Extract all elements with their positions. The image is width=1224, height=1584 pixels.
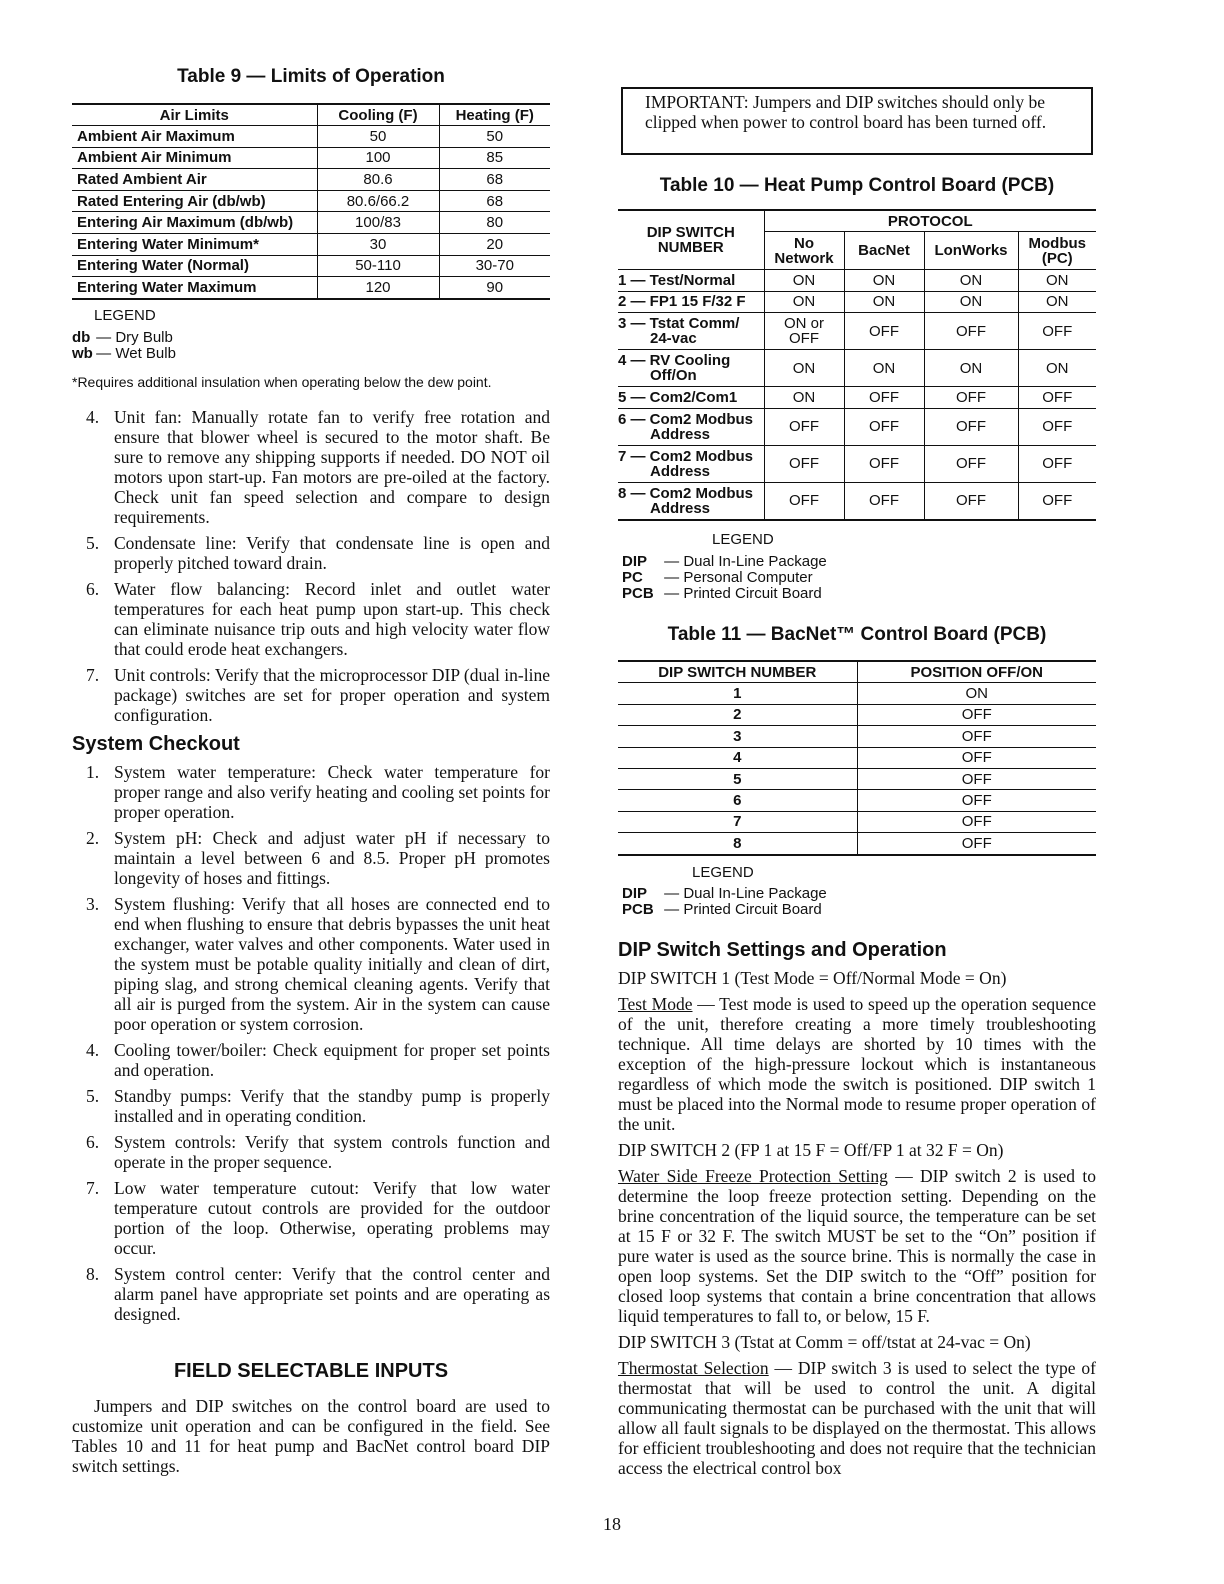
- legend-row: PC — Personal Computer: [622, 569, 813, 586]
- table11-header: DIP SWITCH NUMBER: [618, 661, 857, 683]
- table9-cell: 30-70: [439, 255, 550, 277]
- table11-cell: 5: [618, 768, 857, 789]
- table10-cell: OFF: [764, 445, 844, 482]
- legend-row: db — Dry Bulb: [72, 329, 173, 346]
- list-item: [72, 665, 550, 725]
- legend-row: PCB — Printed Circuit Board: [622, 901, 822, 918]
- table10-row: [618, 350, 1096, 387]
- table10-cell: OFF: [924, 387, 1018, 409]
- dip-switch2-desc: Water Side Freeze Protection Setting — DIP switch 2 is used to determine the loop freeze protection setting. Depending on the brine concentration of the liquid source, the temperature can be set at 15 F or 32 F. The switch MUST be set to the “On” position if pure water is used as the source brine. This is normally the case in open loop systems. Set the DIP switch to the “Off” position for closed loop systems that contain a brine concentration that allows liquid temperatures to fall to, or below, 15 F.: [618, 1166, 1096, 1326]
- table11-row: [618, 726, 1096, 747]
- table10-row-label: 1 — Test/Normal: [618, 270, 764, 292]
- table10-row-label: 3 — Tstat Comm/ 24-vac: [618, 313, 764, 350]
- table9-cell: 80.6/66.2: [317, 190, 439, 212]
- table11-cell: OFF: [857, 833, 1096, 855]
- table9-row: [72, 233, 550, 255]
- list-number: 8.: [86, 1264, 100, 1284]
- table10-cell: OFF: [844, 445, 924, 482]
- table9-header: Cooling (F): [317, 104, 439, 126]
- list-number: 1.: [86, 762, 100, 782]
- table10-protocol: BacNet: [844, 232, 924, 270]
- table10-cell: OFF: [924, 482, 1018, 520]
- table10-row: [618, 482, 1096, 520]
- table11-cell: 3: [618, 726, 857, 747]
- dip-settings-heading: DIP Switch Settings and Operation: [618, 939, 947, 961]
- table10-row-label: 6 — Com2 Modbus Address: [618, 408, 764, 445]
- table10-cell: ON: [1018, 350, 1096, 387]
- table11-row: [618, 768, 1096, 789]
- table10-cell: ON: [1018, 270, 1096, 292]
- list-item: [72, 533, 550, 573]
- table9-row: [72, 126, 550, 148]
- table10-cell: ON or OFF: [764, 313, 844, 350]
- table11-cell: 6: [618, 790, 857, 811]
- table9-row: [72, 190, 550, 212]
- table10-cell: OFF: [924, 445, 1018, 482]
- table10-cell: OFF: [844, 482, 924, 520]
- list-item: [72, 407, 550, 527]
- list-text: System flushing: Verify that all hoses are connected end to end when flushing to ensure that debris bypasses the unit heat exchanger, water valves and other components. Water used in the system must be potable quality initially and clean of dirt, piping slag, and strong chemical cleaning agents. Verify that all air is purged from the system. Air in the system can cause poor operation or system corrosion.: [114, 894, 550, 1034]
- startup-list: [72, 407, 550, 731]
- table10-row: [618, 313, 1096, 350]
- important-note: IMPORTANT: Jumpers and DIP switches should only be clipped when power to control board has been turned off.: [621, 87, 1093, 155]
- table11-title: Table 11 — BacNet™ Control Board (PCB): [667, 624, 1047, 645]
- table11-cell: OFF: [857, 811, 1096, 832]
- table10-cell: ON: [764, 270, 844, 292]
- table10-header-row: [618, 210, 1096, 232]
- table10-cell: OFF: [924, 313, 1018, 350]
- table10-cell: ON: [844, 350, 924, 387]
- dip-switch1-desc: Test Mode — Test mode is used to speed up the operation sequence of the unit, therefore creating a more timely troubleshooting technique. All time delays are shorted by 10 times with the exception of the high-pressure lockout which is instantaneous regardless of which mode the switch is positioned. DIP switch 1 must be placed into the Normal mode to resume proper operation of the unit.: [618, 994, 1096, 1134]
- field-inputs-text: Jumpers and DIP switches on the control board are used to customize unit operation and can be configured in the field. See Tables 10 and 11 for heat pump and BacNet control board DIP switch settings.: [72, 1396, 550, 1476]
- table10-cell: OFF: [924, 408, 1018, 445]
- table10-protocol: No Network: [764, 232, 844, 270]
- table10-row: [618, 270, 1096, 292]
- list-number: 5.: [86, 1086, 100, 1106]
- list-number: 2.: [86, 828, 100, 848]
- table10-cell: OFF: [844, 387, 924, 409]
- list-number: 7.: [86, 665, 100, 685]
- legend-row: PCB — Printed Circuit Board: [622, 585, 822, 602]
- list-text: Unit controls: Verify that the microprocessor DIP (dual in-line package) switches are set for proper operation and system configuration.: [114, 665, 550, 725]
- dip-switch3-desc: Thermostat Selection — DIP switch 3 is used to select the type of thermostat that will be used to control the unit. A digital communicating thermostat can be purchased with the unit that will allow all fault signals to be displayed on the thermostat. This allows for efficient troubleshooting and does not require that the technician access the electrical control box: [618, 1358, 1096, 1478]
- table11: [618, 660, 1096, 856]
- list-text: Water flow balancing: Record inlet and outlet water temperatures for each heat pump upon start-up. This check can eliminate nuisance trip outs and high velocity water flow that could erode heat exchangers.: [114, 579, 550, 659]
- table9-cell: Entering Water (Normal): [72, 255, 317, 277]
- table10-cell: ON: [844, 270, 924, 292]
- list-text: Standby pumps: Verify that the standby pump is properly installed and in operating condition.: [114, 1086, 550, 1126]
- table10-cell: OFF: [1018, 445, 1096, 482]
- table10-cell: OFF: [1018, 387, 1096, 409]
- table9-cell: 68: [439, 169, 550, 191]
- list-item: [72, 579, 550, 659]
- table11-row: [618, 683, 1096, 704]
- table9-row: [72, 255, 550, 277]
- table10-cell: ON: [1018, 291, 1096, 313]
- table11-row: [618, 811, 1096, 832]
- table10-cell: OFF: [1018, 313, 1096, 350]
- table10-cell: ON: [924, 291, 1018, 313]
- list-text: Condensate line: Verify that condensate line is open and properly pitched toward drain.: [114, 533, 550, 573]
- legend-row: wb — Wet Bulb: [72, 345, 176, 362]
- list-number: 7.: [86, 1178, 100, 1198]
- field-inputs-heading: FIELD SELECTABLE INPUTS: [173, 1360, 449, 1382]
- table11-cell: OFF: [857, 790, 1096, 811]
- dip-settings-body: [618, 968, 1096, 1478]
- list-text: System control center: Verify that the control center and alarm panel have appropriate set points and are operating as designed.: [114, 1264, 550, 1324]
- table10-row: [618, 387, 1096, 409]
- dip-switch3-term: Thermostat Selection: [618, 1358, 769, 1378]
- table9-cell: 80.6: [317, 169, 439, 191]
- table10-protocol-header: PROTOCOL: [764, 210, 1096, 232]
- table10: [618, 209, 1096, 521]
- table9-cell: 90: [439, 277, 550, 299]
- list-number: 4.: [86, 407, 100, 427]
- table9-cell: 20: [439, 233, 550, 255]
- table10-cell: ON: [924, 350, 1018, 387]
- table11-row: [618, 833, 1096, 855]
- table11-cell: OFF: [857, 768, 1096, 789]
- table10-row-label: 2 — FP1 15 F/32 F: [618, 291, 764, 313]
- list-number: 6.: [86, 579, 100, 599]
- table9-cell: Entering Air Maximum (db/wb): [72, 212, 317, 234]
- table11-cell: 1: [618, 683, 857, 704]
- list-item: [72, 762, 550, 822]
- list-item: [72, 1178, 550, 1258]
- table9-cell: 100/83: [317, 212, 439, 234]
- table9-legend-label: LEGEND: [94, 307, 156, 324]
- table9-row: [72, 147, 550, 169]
- list-number: 3.: [86, 894, 100, 914]
- table10-cell: OFF: [844, 408, 924, 445]
- table10-row: [618, 445, 1096, 482]
- table11-row: [618, 704, 1096, 725]
- list-item: [72, 1264, 550, 1324]
- list-text: Cooling tower/boiler: Check equipment for proper set points and operation.: [114, 1040, 550, 1080]
- table9-cell: 80: [439, 212, 550, 234]
- table11-cell: 8: [618, 833, 857, 855]
- dip-switch2-term: Water Side Freeze Protection Setting: [618, 1166, 888, 1186]
- page-number: 18: [603, 1514, 621, 1534]
- system-checkout-list: [72, 762, 550, 1330]
- table9-cell: Rated Ambient Air: [72, 169, 317, 191]
- list-text: System water temperature: Check water temperature for proper range and also verify heating and cooling set points for proper operation.: [114, 762, 550, 822]
- table11-header-row: [618, 661, 1096, 683]
- table9-title: Table 9 — Limits of Operation: [177, 66, 445, 87]
- list-item: [72, 894, 550, 1034]
- list-text: System pH: Check and adjust water pH if necessary to maintain a level between 6 and 8.5. Proper pH promotes longevity of hoses and fittings.: [114, 828, 550, 888]
- table9-legend: [72, 330, 176, 362]
- table10-cell: OFF: [1018, 408, 1096, 445]
- dip-switch3-line: DIP SWITCH 3 (Tstat at Comm = off/tstat at 24-vac = On): [618, 1332, 1031, 1352]
- table11-legend: [622, 886, 827, 918]
- table10-cell: OFF: [764, 408, 844, 445]
- table10-protocol: Modbus (PC): [1018, 232, 1096, 270]
- table11-header: POSITION OFF/ON: [857, 661, 1096, 683]
- table9-header-row: [72, 104, 550, 126]
- table10-cell: ON: [764, 387, 844, 409]
- list-number: 5.: [86, 533, 100, 553]
- table11-row: [618, 790, 1096, 811]
- list-number: 6.: [86, 1132, 100, 1152]
- dip-switch1-term: Test Mode: [618, 994, 693, 1014]
- table10-cell: ON: [764, 291, 844, 313]
- table10-legend-label: LEGEND: [712, 531, 774, 548]
- list-item: [72, 1132, 550, 1172]
- table10-cell: ON: [924, 270, 1018, 292]
- list-number: 4.: [86, 1040, 100, 1060]
- table11-cell: 2: [618, 704, 857, 725]
- table10-row-label: 4 — RV Cooling Off/On: [618, 350, 764, 387]
- table9-cell: Entering Water Maximum: [72, 277, 317, 299]
- table10-col0-header: DIP SWITCH NUMBER: [618, 210, 764, 270]
- table10-cell: OFF: [1018, 482, 1096, 520]
- table10-cell: ON: [844, 291, 924, 313]
- table10-cell: OFF: [764, 482, 844, 520]
- table9-header: Air Limits: [72, 104, 317, 126]
- table11-cell: 4: [618, 747, 857, 768]
- table11-cell: 7: [618, 811, 857, 832]
- list-text: Unit fan: Manually rotate fan to verify free rotation and ensure that blower wheel is secured to the motor shaft. Be sure to remove any shipping supports if needed. DO NOT oil motors upon start-up. Fan motors are pre-oiled at the factory. Check unit fan speed selection and compare to design requirements.: [114, 407, 550, 527]
- table9-row: [72, 277, 550, 299]
- dip-switch2-line: DIP SWITCH 2 (FP 1 at 15 F = Off/FP 1 at 32 F = On): [618, 1140, 1004, 1160]
- dip-switch1-line: DIP SWITCH 1 (Test Mode = Off/Normal Mode = On): [618, 968, 1007, 988]
- table11-cell: OFF: [857, 747, 1096, 768]
- list-item: [72, 828, 550, 888]
- table10-legend: [622, 554, 827, 602]
- table10-title: Table 10 — Heat Pump Control Board (PCB): [659, 175, 1055, 196]
- table9-header: Heating (F): [439, 104, 550, 126]
- table9-cell: Entering Water Minimum*: [72, 233, 317, 255]
- table9-cell: 85: [439, 147, 550, 169]
- table9-cell: 50: [317, 126, 439, 148]
- legend-row: DIP — Dual In-Line Package: [622, 553, 827, 570]
- table9-cell: 68: [439, 190, 550, 212]
- table10-row: [618, 408, 1096, 445]
- list-item: [72, 1040, 550, 1080]
- table11-row: [618, 747, 1096, 768]
- table9-row: [72, 212, 550, 234]
- table9-cell: 50: [439, 126, 550, 148]
- table11-legend-label: LEGEND: [692, 864, 754, 881]
- table9-cell: 50-110: [317, 255, 439, 277]
- legend-row: DIP — Dual In-Line Package: [622, 885, 827, 902]
- list-text: System controls: Verify that system controls function and operate in the proper sequence.: [114, 1132, 550, 1172]
- table9-cell: 30: [317, 233, 439, 255]
- table11-cell: OFF: [857, 726, 1096, 747]
- table9-cell: Rated Entering Air (db/wb): [72, 190, 317, 212]
- list-item: [72, 1086, 550, 1126]
- table10-row-label: 7 — Com2 Modbus Address: [618, 445, 764, 482]
- table9-row: [72, 169, 550, 191]
- system-checkout-heading: System Checkout: [72, 733, 240, 755]
- table11-cell: OFF: [857, 704, 1096, 725]
- table10-protocol: LonWorks: [924, 232, 1018, 270]
- table9-cell: Ambient Air Maximum: [72, 126, 317, 148]
- table10-cell: OFF: [844, 313, 924, 350]
- table9: [72, 103, 550, 300]
- table11-cell: ON: [857, 683, 1096, 704]
- list-text: Low water temperature cutout: Verify that low water temperature cutout controls are provided for the outdoor portion of the loop. Otherwise, operating problems may occur.: [114, 1178, 550, 1258]
- table10-row-label: 5 — Com2/Com1: [618, 387, 764, 409]
- table9-footnote: *Requires additional insulation when operating below the dew point.: [72, 374, 492, 390]
- table9-cell: Ambient Air Minimum: [72, 147, 317, 169]
- table10-row: [618, 291, 1096, 313]
- table9-cell: 100: [317, 147, 439, 169]
- table10-row-label: 8 — Com2 Modbus Address: [618, 482, 764, 520]
- table10-cell: ON: [764, 350, 844, 387]
- table9-cell: 120: [317, 277, 439, 299]
